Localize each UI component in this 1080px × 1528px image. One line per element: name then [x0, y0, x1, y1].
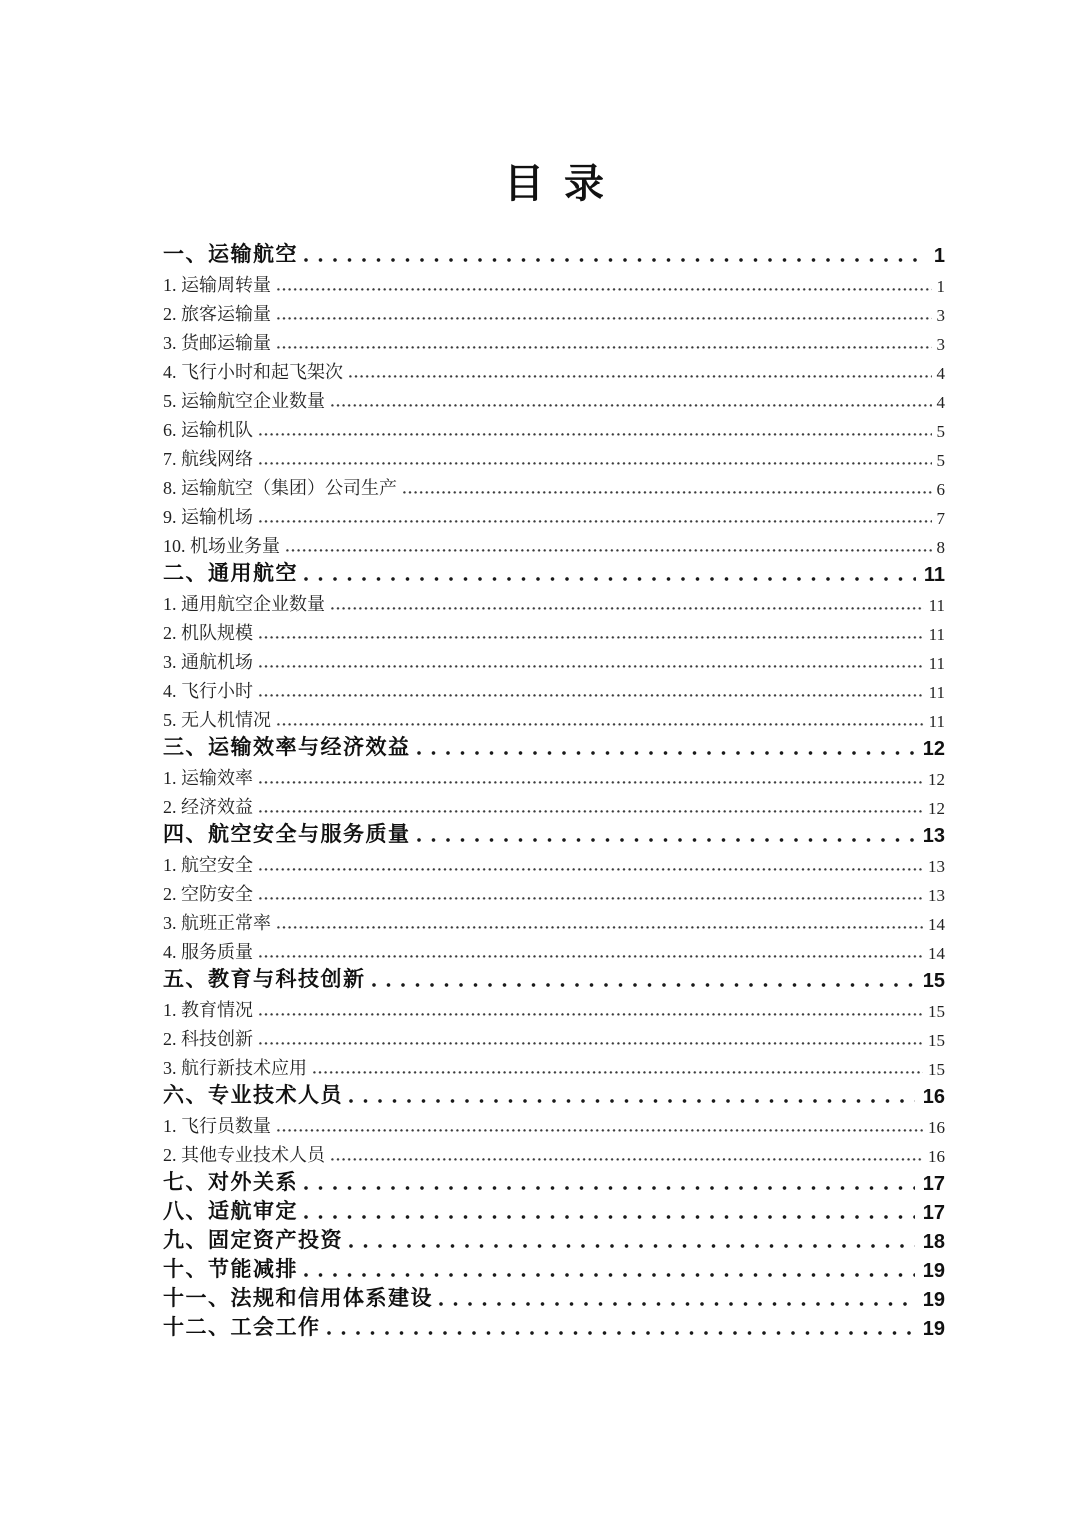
toc-section-entry	[163, 1225, 945, 1254]
toc-entry-page: 12	[928, 799, 945, 818]
toc-sub-entry	[163, 384, 945, 413]
toc-section-entry	[163, 1167, 945, 1196]
dot-leader	[349, 375, 932, 378]
toc-sub-entry	[163, 935, 945, 964]
toc-entry-label: 4. 飞行小时和起飞架次	[163, 362, 343, 382]
toc-entry-label: 1. 飞行员数量	[163, 1116, 271, 1136]
dot-leader	[304, 1215, 915, 1219]
toc-section-entry	[163, 819, 945, 848]
dot-leader	[259, 433, 932, 436]
toc-section-entry	[163, 1312, 945, 1341]
toc-entry-page: 12	[928, 770, 945, 789]
dot-leader	[259, 665, 924, 668]
toc-entry-page: 1	[936, 277, 945, 296]
toc-sub-entry	[163, 993, 945, 1022]
toc-entry-page: 4	[936, 393, 945, 412]
document-page	[163, 0, 945, 1341]
toc-entry-label: 十一、法规和信用体系建设	[163, 1287, 433, 1310]
toc-entry-page: 11	[928, 654, 945, 673]
toc-sub-entry	[163, 674, 945, 703]
toc-section-entry	[163, 1080, 945, 1109]
toc-entry-label: 2. 经济效益	[163, 797, 253, 817]
toc-entry-label: 2. 旅客运输量	[163, 304, 271, 324]
toc-sub-entry	[163, 906, 945, 935]
dot-leader	[417, 751, 915, 755]
toc-entry-page: 15	[928, 1002, 945, 1021]
dot-leader	[259, 694, 924, 697]
dot-leader	[277, 1129, 923, 1132]
dot-leader	[304, 1273, 915, 1277]
toc-entry-label: 2. 机队规模	[163, 623, 253, 643]
toc-section-entry	[163, 1254, 945, 1283]
toc-entry-page: 12	[922, 738, 945, 760]
toc-entry-label: 8. 运输航空（集团）公司生产	[163, 478, 397, 498]
toc-entry-page: 19	[922, 1260, 945, 1282]
dot-leader	[259, 955, 923, 958]
toc-entry-label: 3. 通航机场	[163, 652, 253, 672]
toc-sub-entry	[163, 1109, 945, 1138]
toc-sub-entry	[163, 297, 945, 326]
toc-entry-label: 1. 航空安全	[163, 855, 253, 875]
toc-entry-label: 1. 通用航空企业数量	[163, 594, 325, 614]
toc-entry-label: 7. 航线网络	[163, 449, 253, 469]
toc-sub-entry	[163, 1138, 945, 1167]
toc-entry-label: 3. 航行新技术应用	[163, 1058, 307, 1078]
toc-entry-page: 3	[936, 306, 945, 325]
dot-leader	[259, 810, 923, 813]
toc-entry-page: 13	[928, 886, 945, 905]
toc-entry-page: 13	[928, 857, 945, 876]
toc-section-entry	[163, 1283, 945, 1312]
toc-entry-label: 5. 运输航空企业数量	[163, 391, 325, 411]
toc-entry-page: 18	[922, 1231, 945, 1253]
toc-entry-label: 七、对外关系	[163, 1171, 298, 1194]
toc-entry-page: 11	[923, 564, 945, 586]
dot-leader	[331, 607, 924, 610]
toc-sub-entry	[163, 877, 945, 906]
toc-entry-label: 一、运输航空	[163, 243, 298, 266]
toc-entry-label: 二、通用航空	[163, 562, 298, 585]
toc-sub-entry	[163, 442, 945, 471]
toc-section-entry	[163, 732, 945, 761]
toc-entry-label: 六、专业技术人员	[163, 1084, 343, 1107]
toc-entry-page: 16	[922, 1086, 945, 1108]
toc-entry-page: 3	[936, 335, 945, 354]
toc-entry-label: 九、固定资产投资	[163, 1229, 343, 1252]
toc-entry-label: 四、航空安全与服务质量	[163, 823, 411, 846]
toc-sub-entry	[163, 761, 945, 790]
dot-leader	[439, 1302, 915, 1306]
toc-entry-label: 十二、工会工作	[163, 1316, 321, 1339]
toc-entry-page: 11	[928, 625, 945, 644]
toc-section-entry	[163, 964, 945, 993]
dot-leader	[259, 1042, 923, 1045]
dot-leader	[331, 1158, 923, 1161]
toc-entry-page: 14	[928, 915, 945, 934]
toc-entry-page: 15	[928, 1060, 945, 1079]
dot-leader	[403, 491, 932, 494]
toc-entry-page: 19	[922, 1318, 945, 1340]
dot-leader	[259, 636, 924, 639]
toc-entry-page: 14	[928, 944, 945, 963]
toc-entry-label: 2. 空防安全	[163, 884, 253, 904]
dot-leader	[277, 346, 932, 349]
dot-leader	[417, 838, 915, 842]
toc-sub-entry	[163, 616, 945, 645]
toc-entry-page: 11	[928, 683, 945, 702]
page-title: 目 录	[504, 161, 604, 206]
dot-leader	[304, 577, 916, 581]
toc-entry-page: 7	[936, 509, 945, 528]
toc-sub-entry	[163, 790, 945, 819]
dot-leader	[349, 1099, 915, 1103]
dot-leader	[259, 897, 923, 900]
toc-entry-page: 5	[936, 451, 945, 470]
toc-entry-page: 17	[922, 1173, 945, 1195]
dot-leader	[259, 1013, 923, 1016]
toc-entry-page: 19	[922, 1289, 945, 1311]
toc-entry-label: 4. 服务质量	[163, 942, 253, 962]
toc-entry-label: 1. 运输周转量	[163, 275, 271, 295]
dot-leader	[286, 549, 932, 552]
toc-sub-entry	[163, 471, 945, 500]
toc-entry-label: 10. 机场业务量	[163, 536, 280, 556]
toc-entry-label: 2. 其他专业技术人员	[163, 1145, 325, 1165]
toc-entry-page: 11	[928, 712, 945, 731]
toc-section-entry	[163, 1196, 945, 1225]
toc-sub-entry	[163, 355, 945, 384]
toc-entry-page: 17	[922, 1202, 945, 1224]
toc-list	[163, 239, 945, 1341]
dot-leader	[277, 926, 923, 929]
toc-entry-page: 5	[936, 422, 945, 441]
toc-sub-entry	[163, 587, 945, 616]
toc-entry-page: 4	[936, 364, 945, 383]
toc-entry-page: 1	[933, 245, 945, 267]
dot-leader	[277, 723, 924, 726]
toc-sub-entry	[163, 703, 945, 732]
dot-leader	[259, 868, 923, 871]
toc-entry-label: 2. 科技创新	[163, 1029, 253, 1049]
toc-sub-entry	[163, 848, 945, 877]
toc-entry-page: 16	[928, 1118, 945, 1137]
toc-entry-page: 16	[928, 1147, 945, 1166]
toc-entry-label: 八、适航审定	[163, 1200, 298, 1223]
toc-section-entry	[163, 558, 945, 587]
toc-sub-entry	[163, 500, 945, 529]
dot-leader	[259, 781, 923, 784]
dot-leader	[313, 1071, 923, 1074]
toc-entry-label: 1. 运输效率	[163, 768, 253, 788]
dot-leader	[372, 983, 915, 987]
toc-sub-entry	[163, 529, 945, 558]
dot-leader	[349, 1244, 915, 1248]
toc-entry-label: 4. 飞行小时	[163, 681, 253, 701]
toc-entry-page: 8	[936, 538, 945, 557]
dot-leader	[277, 317, 932, 320]
toc-entry-page: 13	[922, 825, 945, 847]
toc-entry-page: 15	[922, 970, 945, 992]
toc-section-entry	[163, 239, 945, 268]
toc-entry-label: 3. 航班正常率	[163, 913, 271, 933]
toc-entry-label: 6. 运输机队	[163, 420, 253, 440]
toc-entry-page: 6	[936, 480, 945, 499]
toc-entry-label: 1. 教育情况	[163, 1000, 253, 1020]
toc-entry-label: 5. 无人机情况	[163, 710, 271, 730]
toc-sub-entry	[163, 413, 945, 442]
dot-leader	[259, 462, 932, 465]
dot-leader	[277, 288, 932, 291]
toc-sub-entry	[163, 326, 945, 355]
toc-entry-page: 11	[928, 596, 945, 615]
toc-entry-label: 五、教育与科技创新	[163, 968, 366, 991]
toc-entry-label: 3. 货邮运输量	[163, 333, 271, 353]
toc-sub-entry	[163, 1022, 945, 1051]
toc-entry-label: 9. 运输机场	[163, 507, 253, 527]
dot-leader	[304, 1186, 915, 1190]
dot-leader	[304, 258, 926, 262]
dot-leader	[259, 520, 932, 523]
toc-entry-page: 15	[928, 1031, 945, 1050]
dot-leader	[327, 1331, 915, 1335]
toc-sub-entry	[163, 1051, 945, 1080]
toc-entry-label: 三、运输效率与经济效益	[163, 736, 411, 759]
toc-sub-entry	[163, 645, 945, 674]
dot-leader	[331, 404, 932, 407]
toc-entry-label: 十、节能减排	[163, 1258, 298, 1281]
toc-sub-entry	[163, 268, 945, 297]
